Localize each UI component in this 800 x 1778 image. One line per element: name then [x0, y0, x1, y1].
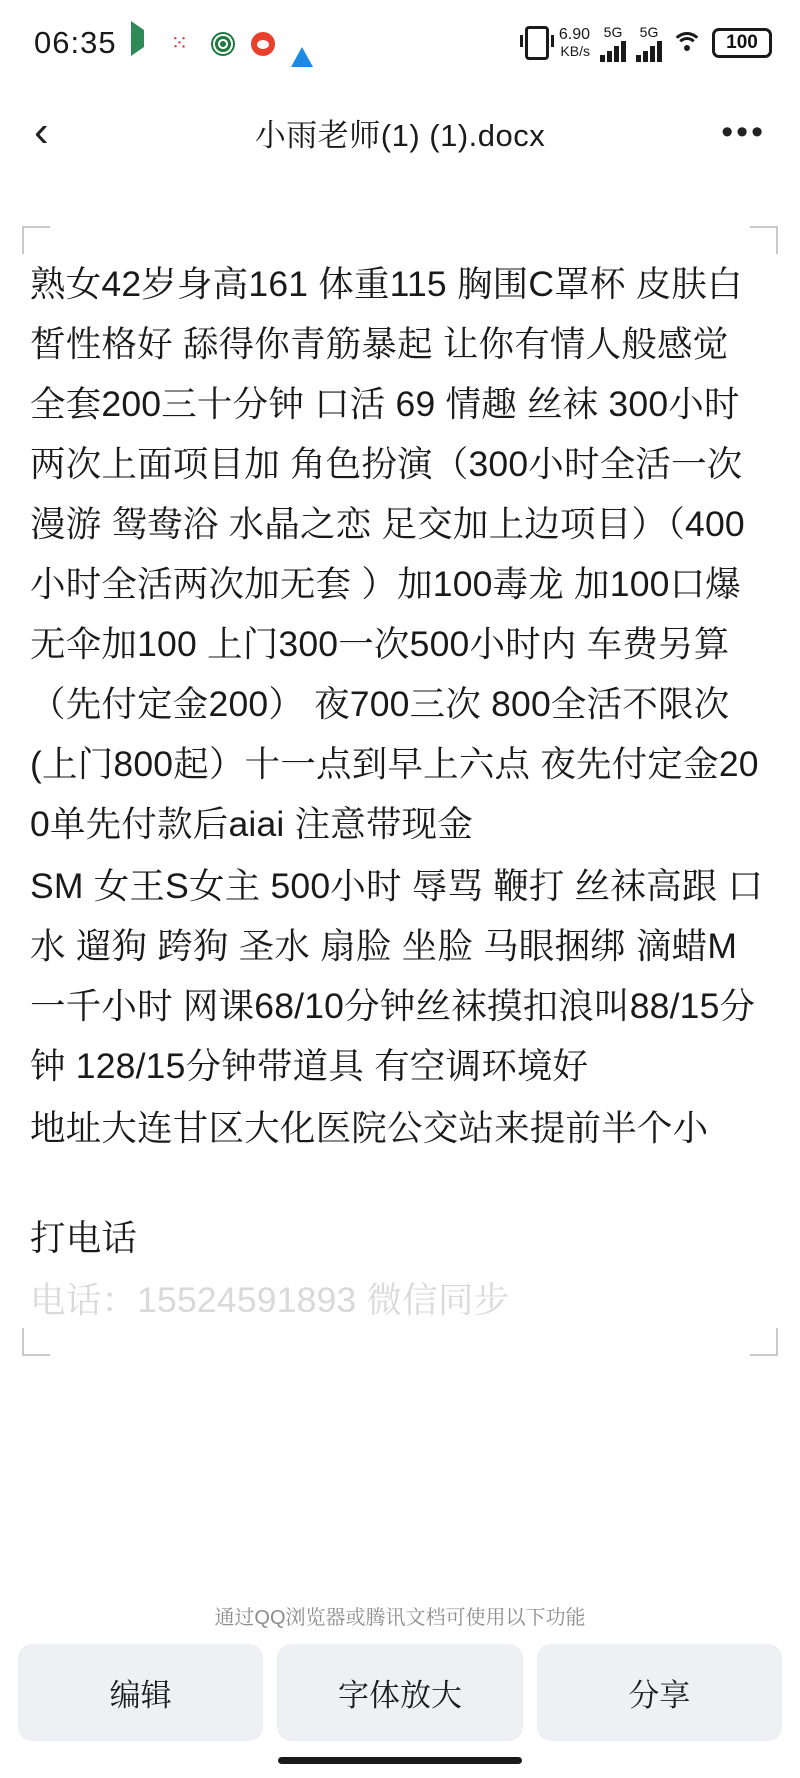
bottom-hint-text: 通过QQ浏览器或腾讯文档可使用以下功能	[214, 1607, 586, 1629]
sim1-signal	[600, 25, 626, 62]
status-clock: 06:35	[34, 25, 117, 60]
sim2-bars	[636, 40, 662, 62]
crop-corner-top-left	[22, 226, 50, 254]
edit-button[interactable]: 编辑	[18, 1644, 263, 1741]
document-viewer[interactable]	[22, 254, 778, 1330]
bottom-actions	[0, 1644, 800, 1751]
crop-corner-top-right	[750, 226, 778, 254]
back-icon[interactable]: ‹	[34, 107, 49, 156]
document-paragraph: SM 女王S女主 500小时 辱骂 鞭打 丝袜高跟 口水 遛狗 跨狗 圣水 扇脸 坐脸 马眼捆绑 滴蜡M一千小时 网课68/10分钟丝袜摸扣浪叫88/15分钟 128/15分钟带道具 有空调环境好	[30, 866, 764, 1086]
weibo-icon	[251, 30, 278, 57]
document-paragraph-faded: 电话：15524591893 微信同步	[30, 1280, 510, 1320]
share-button[interactable]: 分享	[537, 1644, 782, 1741]
app-header	[0, 86, 800, 178]
telegram-icon	[291, 30, 318, 57]
font-enlarge-button[interactable]: 字体放大	[277, 1644, 522, 1741]
dots-icon: ⁙	[170, 31, 189, 55]
document-paragraph: 熟女42岁身高161 体重115 胸围C罩杯 皮肤白皙性格好 舔得你青筋暴起 让你有情人般感觉 全套200三十分钟 口活 69 情趣 丝袜 300小时两次上面项目加 角色扮演（300小时全活一次漫游 鸳鸯浴 水晶之恋 足交加上边项目）（400小时全活两次加无套 ）加100毒龙 加100口爆 无伞加100 上门300一次500小时内 车费另算（先付定金200） 夜700三次 800全活不限次(上门800起）十一点到早上六点 夜先付定金200单先付款后aiai 注意带现金	[30, 264, 759, 844]
crop-corner-bottom-right	[750, 1328, 778, 1356]
crop-corner-bottom-left	[22, 1328, 50, 1356]
status-bar	[0, 0, 800, 86]
sim2-signal	[636, 25, 662, 62]
status-bar-left	[34, 25, 318, 61]
status-notification-icons	[131, 30, 318, 57]
swirl-icon	[211, 30, 238, 57]
bottom-action-bar	[0, 1593, 800, 1778]
page-title: 小雨老师(1) (1).docx	[254, 117, 546, 153]
document-paragraph: 打电话	[30, 1218, 138, 1258]
sim1-bars	[600, 40, 626, 62]
vibrate-icon	[525, 26, 549, 60]
home-indicator[interactable]	[278, 1757, 522, 1764]
sim1-label: 5G	[603, 23, 623, 40]
network-speed-unit: KB/s	[560, 43, 590, 59]
status-bar-right	[525, 25, 772, 62]
network-speed-value: 6.90	[558, 26, 590, 43]
document-paragraph: 地址大连甘区大化医院公交站来提前半个小	[30, 1108, 709, 1148]
battery-indicator: 100	[712, 28, 772, 58]
leaf-icon	[131, 30, 158, 57]
more-options-icon[interactable]: •••	[721, 113, 766, 151]
network-speed	[559, 26, 590, 60]
wifi-icon	[672, 32, 702, 54]
sim2-label: 5G	[639, 23, 659, 40]
